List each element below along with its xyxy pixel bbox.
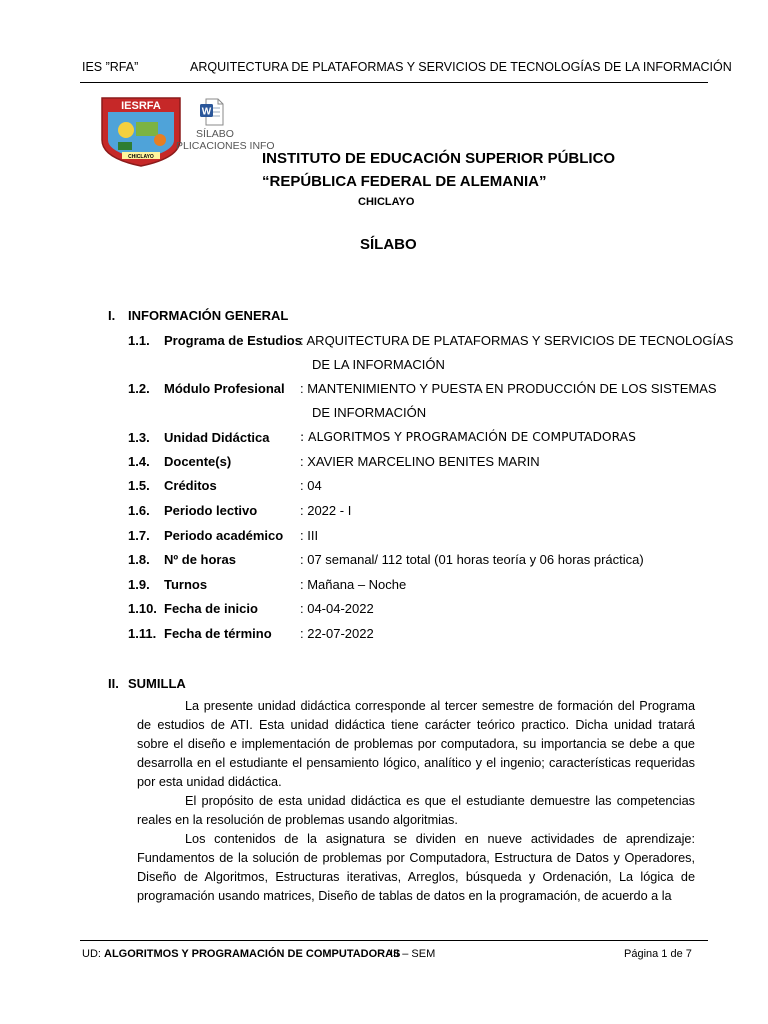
info-value: : ARQUITECTURA DE PLATAFORMAS Y SERVICIOS DE TECNOLOGÍAS <box>300 333 734 348</box>
footer-unit-prefix: UD: <box>82 948 104 960</box>
info-label: Programa de Estudios <box>164 333 302 348</box>
info-label: Nº de horas <box>164 552 236 567</box>
info-value: : MANTENIMIENTO Y PUESTA EN PRODUCCIÓN DE LOS SISTEMAS <box>300 381 717 396</box>
footer-unit <box>82 948 400 960</box>
info-label: Fecha de inicio <box>164 601 258 616</box>
info-number: 1.6. <box>128 503 150 518</box>
info-label: Créditos <box>164 478 217 493</box>
section-2-title: SUMILLA <box>128 676 186 691</box>
word-document-icon[interactable] <box>200 98 224 126</box>
info-number: 1.9. <box>128 577 150 592</box>
info-value: : 22-07-2022 <box>300 626 374 641</box>
logo-bottom-text: CHICLAYO <box>128 154 154 160</box>
header-institute: IES ”RFA” <box>82 60 139 74</box>
info-label: Periodo académico <box>164 528 284 543</box>
section-2-number: II. <box>108 676 119 691</box>
document-title: SÍLABO <box>360 236 417 253</box>
info-row-periodo-academico <box>128 528 698 546</box>
footer-unit-name: ALGORITMOS Y PROGRAMACIÓN DE COMPUTADORAS <box>104 948 401 960</box>
info-number: 1.4. <box>128 454 150 469</box>
info-value: : 07 semanal/ 112 total (01 horas teoría y 06 horas práctica) <box>300 552 644 567</box>
info-value: : 2022 - I <box>300 503 352 518</box>
attachment-label-2: PLICACIONES INFO <box>176 140 275 152</box>
sumilla-paragraph: La presente unidad didáctica corresponde al tercer semestre de formación del Programa de estudios de ATI. Esta unidad didáctica tiene carácter teórico practico. Dicha unidad tratará sobre el diseño e implementación de problemas por computadora, su importancia se debe a que desarrolla en el estudiante el pensamiento lógico, analítico y el ingenio; características requeridas por esta unidad didáctica. <box>137 699 695 789</box>
info-value: : 04 <box>300 478 322 493</box>
info-number: 1.7. <box>128 528 150 543</box>
info-value: : 04-04-2022 <box>300 601 374 616</box>
svg-text:W: W <box>201 106 212 118</box>
info-number: 1.10. <box>128 601 157 616</box>
info-row-docente <box>128 454 698 472</box>
footer-divider <box>80 940 708 941</box>
header-program: ARQUITECTURA DE PLATAFORMAS Y SERVICIOS DE TECNOLOGÍAS DE LA INFORMACIÓN <box>190 60 732 74</box>
info-row-turnos <box>128 577 698 595</box>
info-row-modulo <box>128 381 717 399</box>
info-number: 1.8. <box>128 552 150 567</box>
attachment-label-1: SÍLABO <box>196 128 234 140</box>
section-1-number: I. <box>108 308 116 323</box>
section-1-title: INFORMACIÓN GENERAL <box>128 308 289 323</box>
info-value: : Mañana – Noche <box>300 577 407 592</box>
info-row-horas <box>128 552 698 570</box>
sumilla-paragraph: Los contenidos de la asignatura se dividen en nueve actividades de aprendizaje: Fundamentos de la solución de problemas por Computadora, Estructura de Datos y Operadores, Diseño de Algoritmos, Estructuras iterativas, Arreglos, búsqueda y Ordenación, La lógica de programación usando matrices, Diseño de tablas de datos en la programación, de acuerdo a la <box>137 832 695 903</box>
info-row-fecha-termino <box>128 626 698 644</box>
info-label: Turnos <box>164 577 208 592</box>
info-value: : III <box>300 528 319 543</box>
institute-logo <box>100 96 182 168</box>
info-value-continuation: DE LA INFORMACIÓN <box>312 357 445 372</box>
info-value-continuation: DE INFORMACIÓN <box>312 405 427 420</box>
info-number: 1.1. <box>128 333 150 348</box>
info-label: Docente(s) <box>164 454 232 469</box>
info-number: 1.5. <box>128 478 150 493</box>
info-row-periodo-lectivo <box>128 503 698 521</box>
info-row-unidad <box>128 430 698 448</box>
title-line-1: INSTITUTO DE EDUCACIÓN SUPERIOR PÚBLICO <box>262 150 616 167</box>
info-label: Unidad Didáctica <box>164 430 270 445</box>
sumilla-body <box>137 697 695 906</box>
info-row-programa <box>128 333 734 351</box>
title-line-2: “REPÚBLICA FEDERAL DE ALEMANIA” <box>262 173 547 190</box>
info-number: 1.2. <box>128 381 150 396</box>
header-divider <box>80 82 708 83</box>
info-number: 1.3. <box>128 430 150 445</box>
footer-semester: III – SEM <box>390 948 436 960</box>
info-label: Fecha de término <box>164 626 272 641</box>
info-row-creditos <box>128 478 698 496</box>
info-row-fecha-inicio <box>128 601 698 619</box>
info-number: 1.11. <box>128 626 157 641</box>
logo-top-text: IESRFA <box>121 100 161 112</box>
footer-page-number: Página 1 de 7 <box>624 948 692 960</box>
info-label: Periodo lectivo <box>164 503 258 518</box>
info-label: Módulo Profesional <box>164 381 285 396</box>
title-city: CHICLAYO <box>358 196 415 208</box>
info-value: : XAVIER MARCELINO BENITES MARIN <box>300 454 540 469</box>
sumilla-paragraph: El propósito de esta unidad didáctica es que el estudiante demuestre las competencias reales en la resolución de problemas usando algoritmias. <box>137 794 695 827</box>
info-value: : ALGORITMOS Y PROGRAMACIÓN DE COMPUTADORAS <box>300 430 636 444</box>
